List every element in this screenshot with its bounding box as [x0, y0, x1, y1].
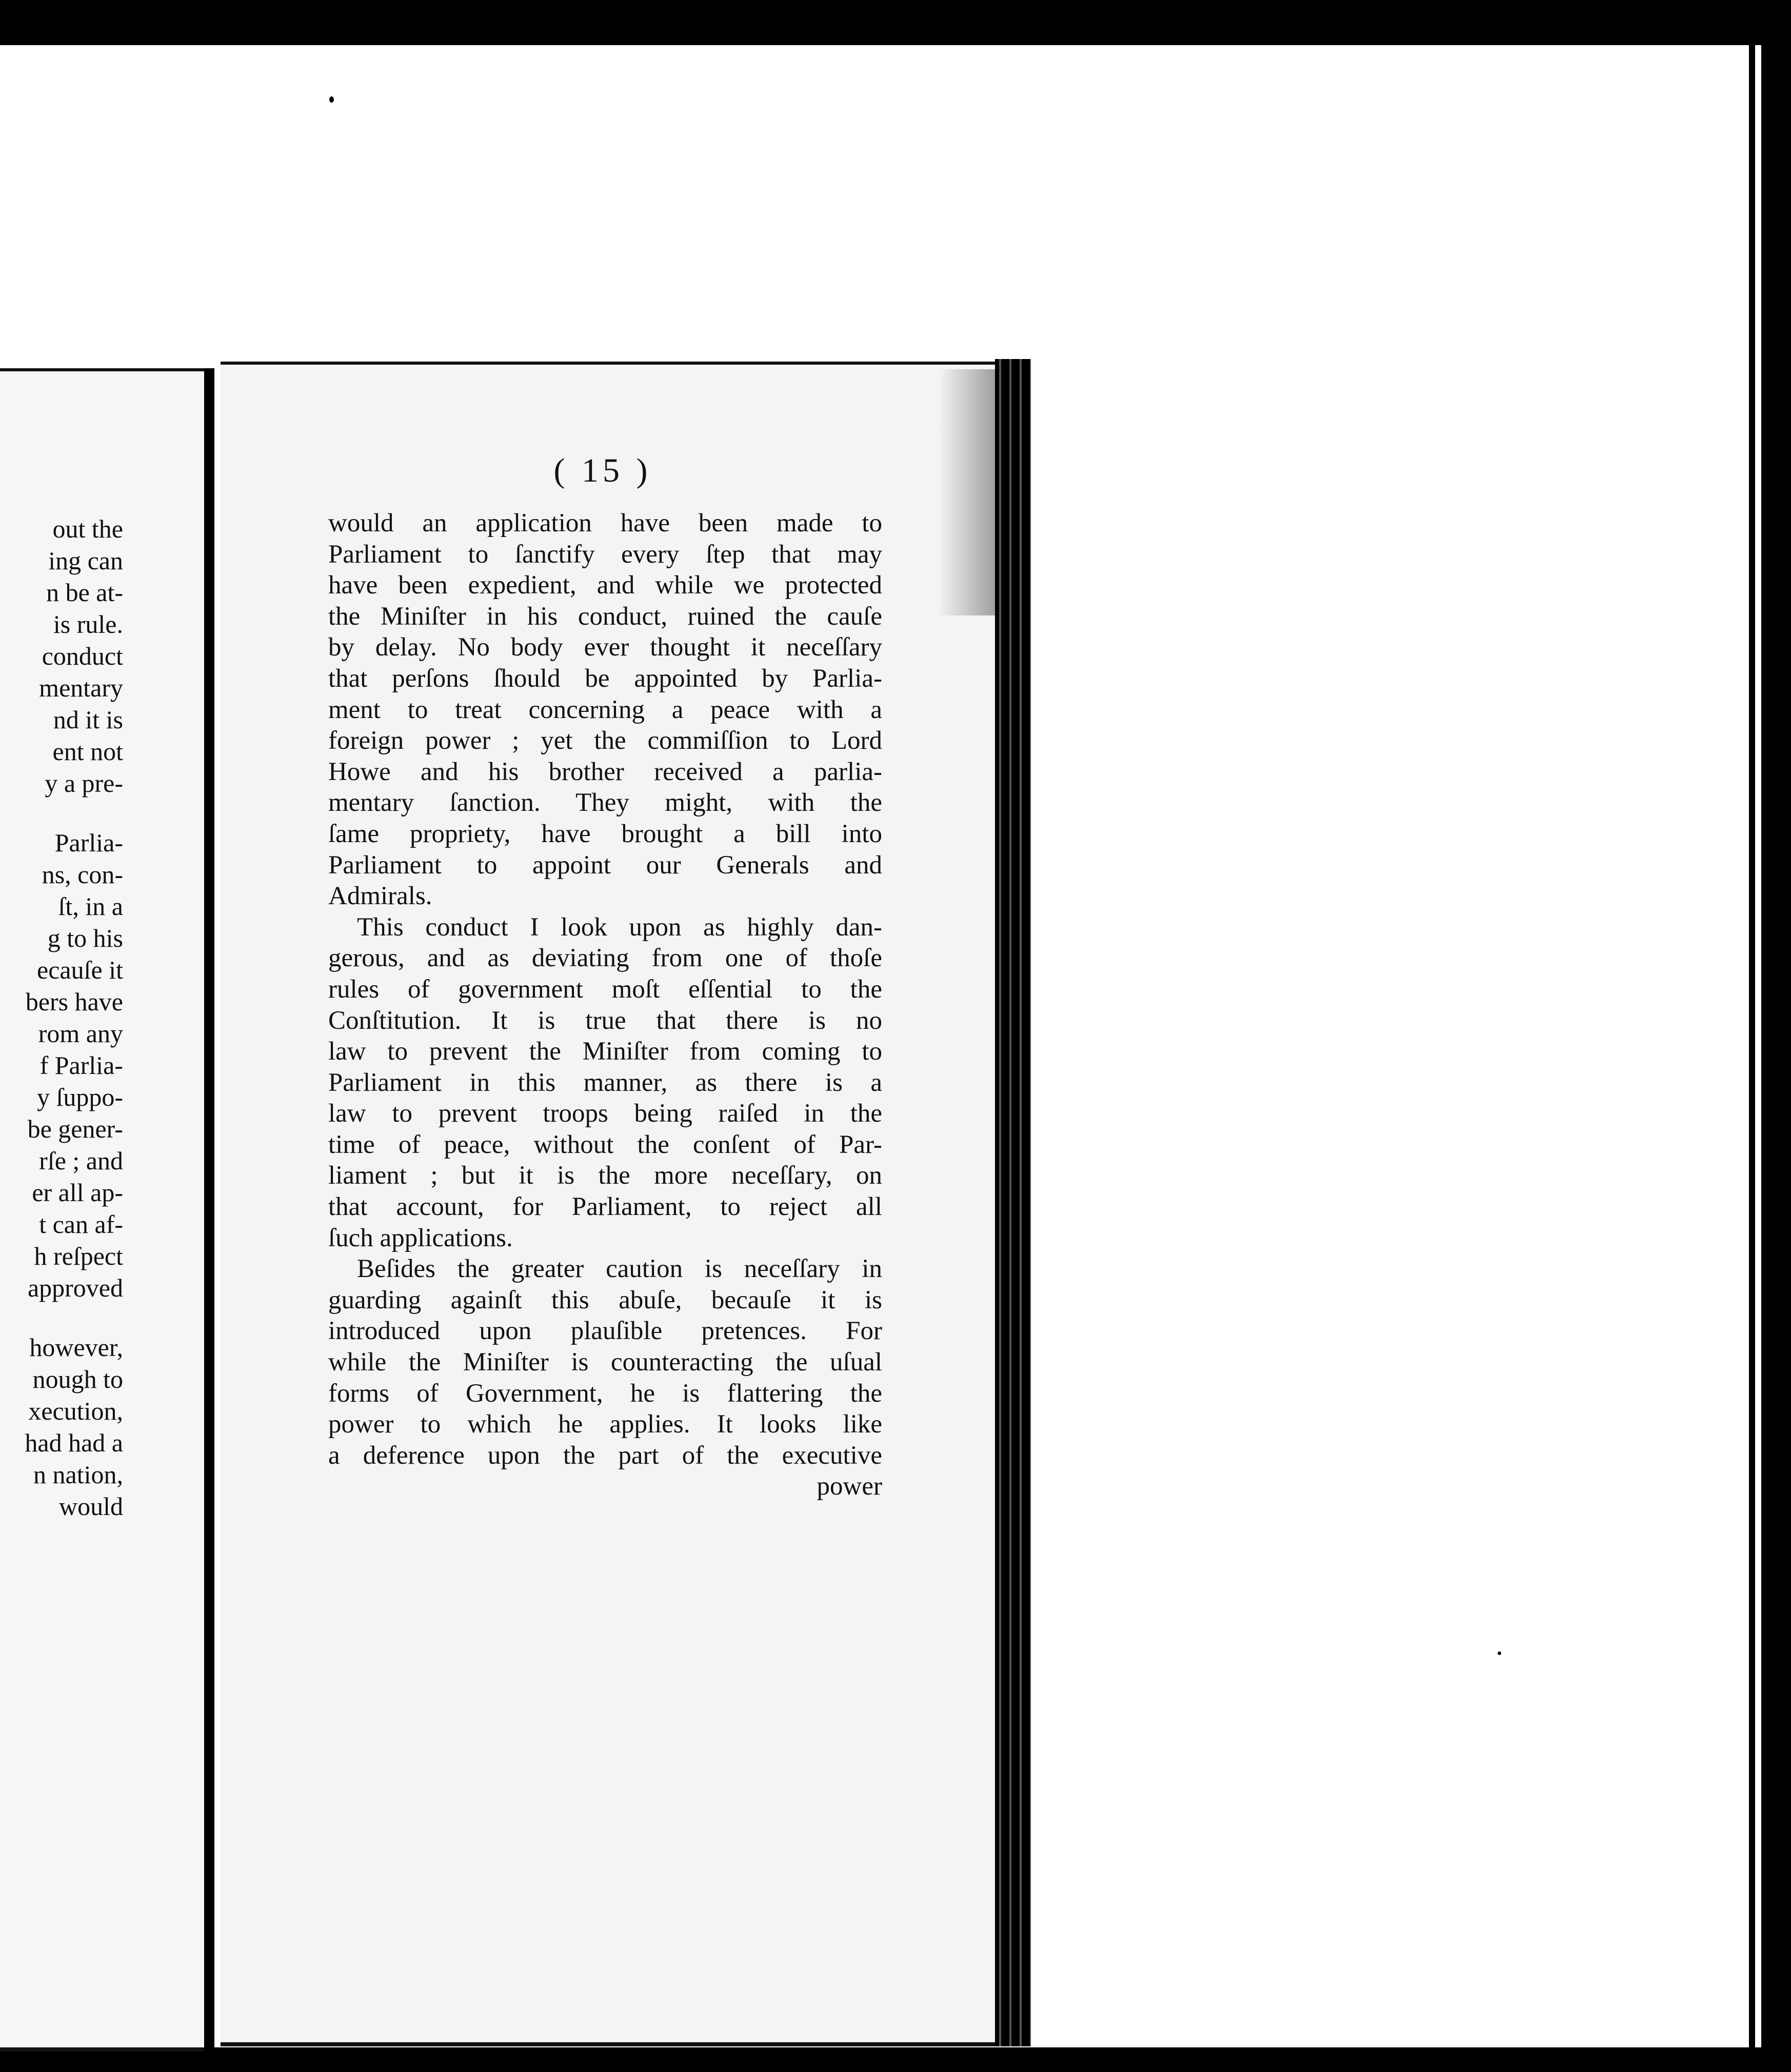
text-line: liament ; but it is the more neceſſary, on: [328, 1161, 882, 1190]
left-text-line: is rule.: [53, 610, 123, 639]
text-line: power to which he applies. It looks like: [328, 1410, 882, 1439]
scan-speck: [1498, 1651, 1501, 1655]
scan-frame-bottom: [0, 2047, 1791, 2072]
text-line: Howe and his brother received a parlia-: [328, 757, 882, 786]
left-text-line: n nation,: [33, 1460, 123, 1489]
left-text-line: out the: [52, 514, 123, 543]
text-line: time of peace, without the conſent of Par-: [328, 1130, 882, 1159]
text-line: foreign power ; yet the commiſſion to Lord: [328, 726, 882, 755]
text-line: Parliament to ſanctify every ſtep that may: [328, 540, 882, 569]
text-line: the Miniſter in his conduct, ruined the cauſe: [328, 602, 882, 631]
left-text-line: had had a: [25, 1428, 123, 1457]
left-text-line: conduct: [42, 642, 123, 670]
text-line: Beſides the greater caution is neceſſary in: [357, 1254, 882, 1284]
text-line: Conſtitution. It is true that there is no: [328, 1006, 882, 1035]
text-line: rules of government moſt eſſential to the: [328, 974, 882, 1004]
left-text-line: n be at-: [46, 578, 123, 607]
text-line: while the Miniſter is counteracting the uſual: [328, 1348, 882, 1377]
left-text-line: y a pre-: [45, 769, 123, 798]
scan-frame-right: [1761, 0, 1791, 2072]
left-text-line: ent not: [52, 737, 123, 766]
text-line: ſuch applications.: [328, 1223, 513, 1252]
paragraph: [328, 508, 882, 912]
paragraph: [328, 1253, 882, 1471]
right-page-text: [328, 508, 882, 1502]
left-text-line: xecution,: [28, 1397, 123, 1425]
left-text-line: t can af-: [39, 1210, 123, 1239]
text-line: law to prevent troops being raiſed in the: [328, 1099, 882, 1128]
text-line: introduced upon plauſible pretences. For: [328, 1317, 882, 1346]
left-page-text: [0, 513, 123, 1522]
left-text-line: f Parlia-: [39, 1051, 123, 1080]
left-text-line: rſe ; and: [39, 1146, 123, 1175]
scan-frame-top: [0, 0, 1791, 45]
book-gutter: [204, 368, 214, 2051]
left-text-line: however,: [29, 1333, 123, 1362]
text-line: a deference upon the part of the executive: [328, 1441, 882, 1470]
left-text-line: would: [59, 1492, 123, 1521]
text-line: by delay. No body ever thought it neceſſary: [328, 633, 882, 662]
text-line: Parliament in this manner, as there is a: [328, 1068, 882, 1097]
page-corner-shadow: [939, 369, 995, 615]
scan-speck: [329, 96, 334, 103]
catchword: power: [817, 1472, 882, 1501]
left-text-line: Parlia-: [54, 828, 123, 857]
left-text-line: h reſpect: [34, 1242, 123, 1270]
page-edge-stack: [995, 359, 1031, 2046]
left-text-line: er all ap-: [32, 1178, 123, 1207]
left-text-line: approved: [27, 1273, 123, 1302]
text-line: that account, for Parliament, to reject all: [328, 1192, 882, 1222]
text-line: mentary ſanction. They might, with the: [328, 788, 882, 818]
text-line: This conduct I look upon as highly dan-: [357, 912, 882, 942]
text-line: gerous, and as deviating from one of thoſe: [328, 944, 882, 973]
scan-frame-right-inner: [1749, 45, 1755, 2072]
left-text-line: nd it is: [53, 705, 123, 734]
left-text-line: ing can: [48, 546, 123, 575]
text-line: ment to treat concerning a peace with a: [328, 695, 882, 724]
text-line: Parliament to appoint our Generals and: [328, 850, 882, 880]
left-text-line: bers have: [25, 987, 123, 1016]
left-text-line: be gener-: [27, 1114, 123, 1143]
left-text-line: ns, con-: [42, 860, 123, 889]
text-line: guarding againſt this abuſe, becauſe it is: [328, 1285, 882, 1314]
text-line: law to prevent the Miniſter from coming to: [328, 1037, 882, 1066]
text-line: have been expedient, and while we protected: [328, 571, 882, 600]
text-line: ſame propriety, have brought a bill into: [328, 819, 882, 848]
text-line: that perſons ſhould be appointed by Parlia-: [328, 664, 882, 693]
left-text-line: nough to: [32, 1365, 123, 1393]
text-line: forms of Government, he is flattering the: [328, 1379, 882, 1408]
left-text-line: y ſuppo-: [36, 1083, 123, 1111]
paragraph: [328, 912, 882, 1254]
text-line: Admirals.: [328, 882, 432, 911]
left-text-line: g to his: [47, 924, 123, 952]
page-number: ( 15 ): [553, 452, 652, 489]
left-text-line: ecauſe it: [37, 955, 123, 984]
text-line: would an application have been made to: [328, 509, 882, 537]
left-text-line: rom any: [38, 1019, 123, 1048]
left-text-line: ſt, in a: [58, 892, 123, 921]
left-text-line: mentary: [39, 673, 123, 702]
